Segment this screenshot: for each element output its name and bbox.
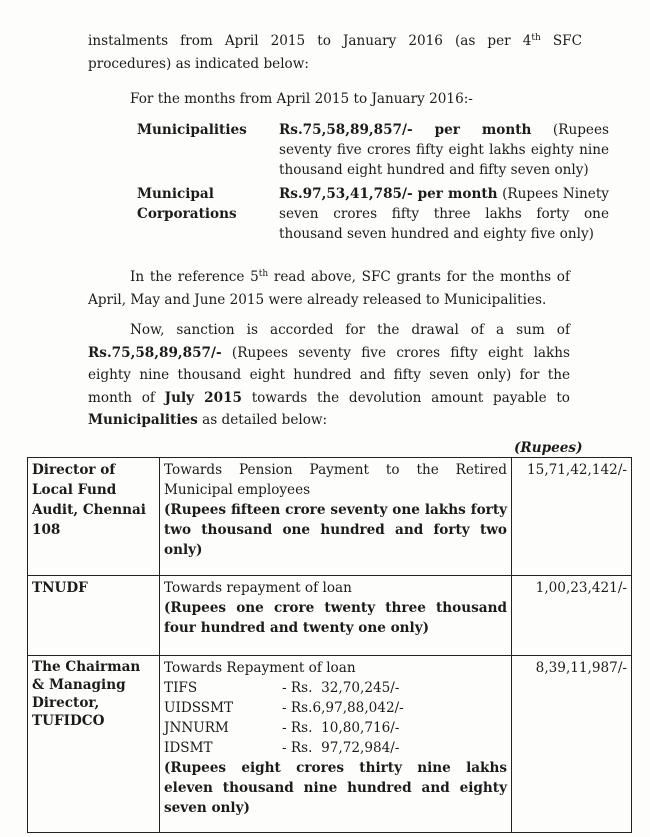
- purpose-text: Towards Repayment of loan: [164, 660, 356, 676]
- amount-in-words: (Rupees fifteen crore seventy one lakhs forty two thousand one hundred and forty two only): [164, 502, 507, 558]
- months-heading: For the months from April 2015 to January 2016:-: [130, 91, 473, 107]
- amount-cell: 1,00,23,421/-: [512, 576, 632, 656]
- purpose-text: Towards repayment of loan: [164, 580, 352, 596]
- purpose-text-cont: Municipal employees: [164, 482, 311, 498]
- purpose-cell: [160, 458, 512, 576]
- monthly-desc-municipalities: Rs.75,58,89,857/- per month (Rupees seventy five crores fifty eight lakhs eighty nine thousand eight hundred and fifty seven only): [279, 122, 609, 178]
- loan-line: UIDSSMT - Rs.6,97,88,042/-: [164, 700, 404, 716]
- agency-cell: TNUDF: [28, 576, 160, 656]
- table-row: [28, 458, 632, 576]
- amount-cell: 8,39,11,987/-: [512, 656, 632, 833]
- loan-line: IDSMT - Rs. 97,72,984/-: [164, 740, 400, 756]
- loan-line: JNNURM - Rs. 10,80,716/-: [164, 720, 400, 736]
- paragraph-sanction: Now, sanction is accorded for the drawal of a sum of Rs.75,58,89,857/- (Rupees seventy five crores fifty eight lakhs eighty nine thousand eight hundred and fifty seven only) for the month of July 2015 towards the devolution amount payable to Municipalities as detailed below:: [88, 322, 570, 428]
- monthly-desc-corporations: Rs.97,53,41,785/- per month (Rupees Ninety seven crores fifty three lakhs forty one thousand seven hundred and eighty five only): [279, 186, 609, 242]
- purpose-text: Towards Pension Payment to the Retired: [164, 462, 507, 478]
- agency-cell: The Chairman & Managing Director, TUFIDCO: [28, 656, 160, 833]
- intro-line-1: instalments from April 2015 to January 2016 (as per 4th SFC: [88, 33, 582, 49]
- amount-in-words: (Rupees one crore twenty three thousand four hundred and twenty one only): [164, 600, 507, 636]
- amount-in-words: (Rupees eight crores thirty nine lakhs eleven thousand nine hundred and eighty seven only): [164, 760, 507, 816]
- agency-cell: Director of Local Fund Audit, Chennai 108: [28, 458, 160, 576]
- rupees-column-header: (Rupees): [514, 440, 583, 456]
- grant-table: [27, 457, 632, 833]
- amount-cell: 15,71,42,142/-: [512, 458, 632, 576]
- table-row: [28, 576, 632, 656]
- intro-line-2: procedures) as indicated below:: [88, 56, 309, 72]
- table-row: [28, 656, 632, 833]
- monthly-label-corporations: Municipal Corporations: [137, 186, 237, 222]
- paragraph-reference: In the reference 5th read above, SFC grants for the months of April, May and June 2015 were already released to Municipalities.: [88, 269, 570, 308]
- loan-line: TIFS - Rs. 32,70,245/-: [164, 680, 400, 696]
- monthly-label-municipalities: Municipalities: [137, 122, 247, 138]
- purpose-cell: [160, 656, 512, 833]
- purpose-cell: [160, 576, 512, 656]
